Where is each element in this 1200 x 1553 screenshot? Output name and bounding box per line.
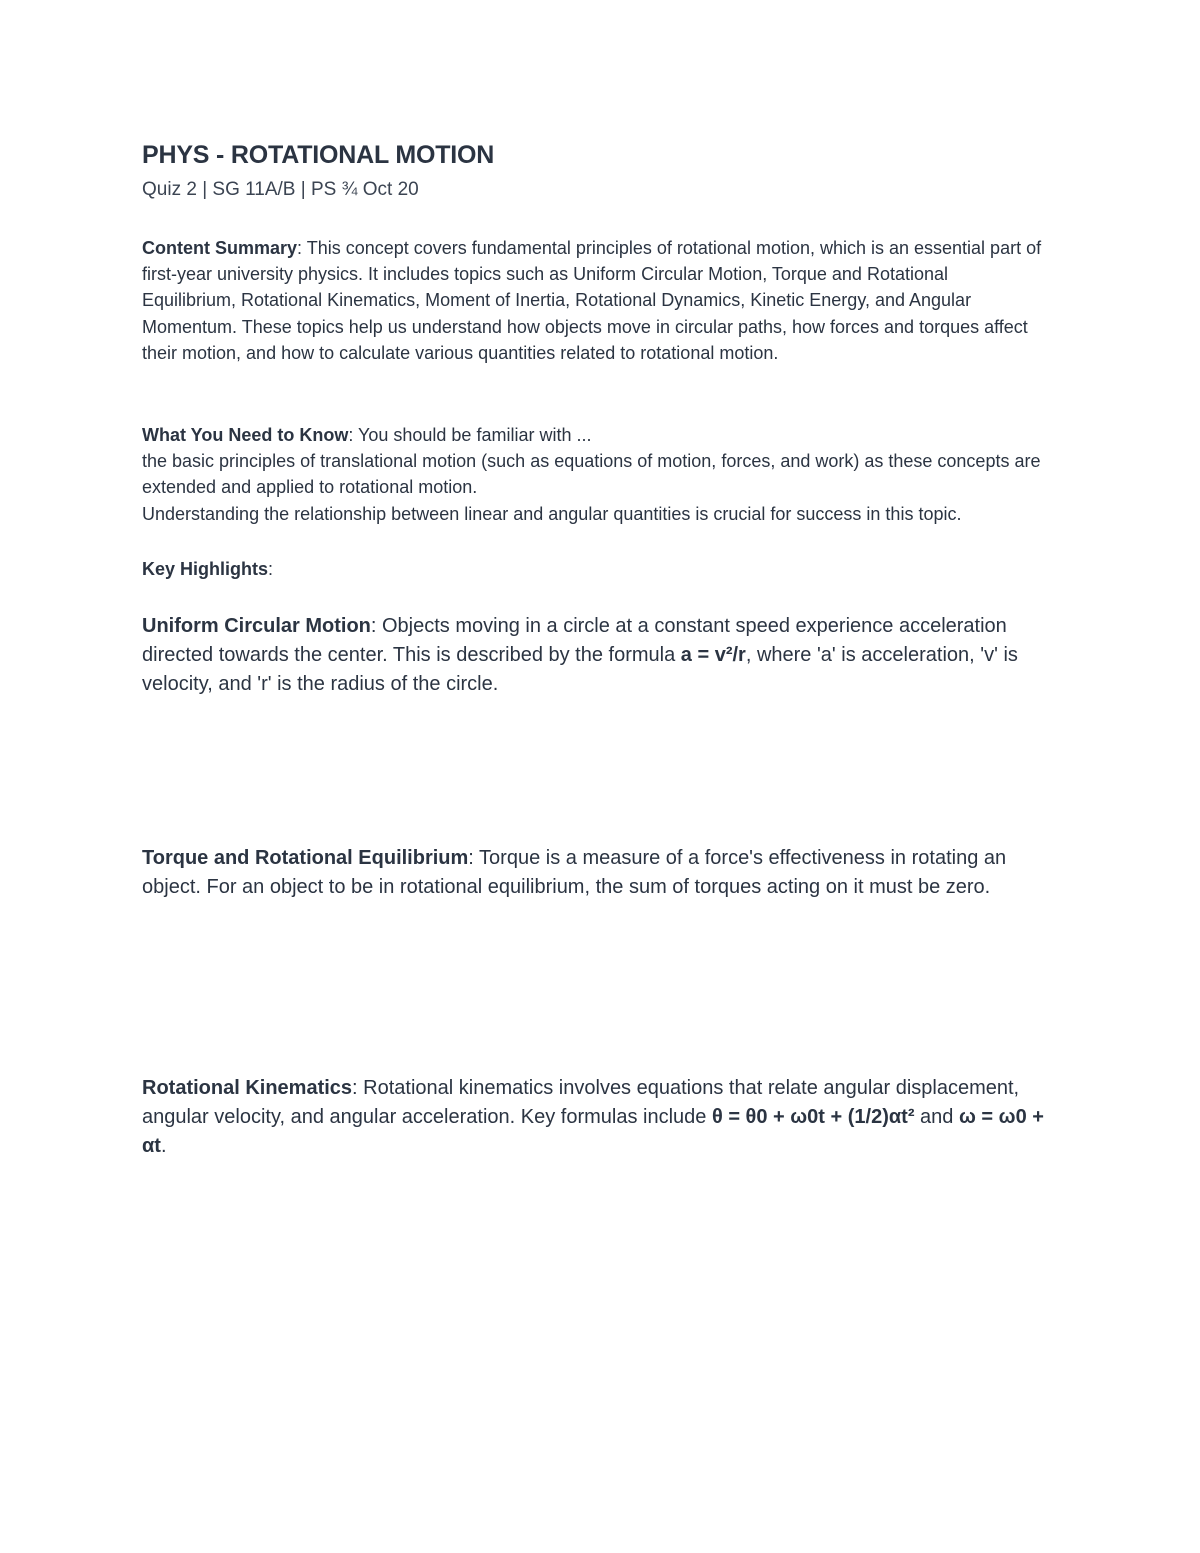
rotational-kinematics-label: Rotational Kinematics: [142, 1077, 353, 1099]
page-title: PHYS - ROTATIONAL MOTION: [142, 141, 495, 169]
angular-position-formula: θ = θ0 + ω0t + (1/2)αt²: [711, 1106, 915, 1129]
content-summary-text: : This concept covers fundamental principles of rotational motion, which is an essential part of first-year university physics. It includes topics such as Uniform Circular Motion, Torque and Rotational Equilibrium, Rotational Kinematics, Moment of Inertia, Rotational Dynamics, Kinetic Energy, and Angular Momentum. These topics help us understand how objects move in circular paths, how forces and torques affect their motion, and how to calculate various quantities related to rotational motion.: [142, 238, 1042, 363]
uniform-circular-motion-text-2: , where 'a' is acceleration, 'v' is velocity, and 'r' is the radius of the circle.: [142, 644, 1018, 696]
uniform-circular-motion-text-1: : Objects moving in a circle at a constant speed experience acceleration directed towards the center. This is described by the formula: [142, 615, 1007, 667]
rotational-kinematics-end: .: [160, 1135, 167, 1158]
content-summary-label: Content Summary: [142, 238, 298, 258]
uniform-circular-motion-formula: a = v²/r: [680, 644, 746, 667]
key-highlights-label: Key Highlights: [142, 559, 269, 579]
need-to-know-intro: : You should be familiar with ...: [348, 425, 592, 445]
page-subtitle: Quiz 2 | SG 11A/B | PS ¾ Oct 20: [142, 179, 419, 200]
need-to-know-line-2: Understanding the relationship between linear and angular quantities is crucial for success in this topic.: [142, 503, 962, 524]
content-summary-paragraph: [142, 235, 1047, 366]
uniform-circular-motion-label: Uniform Circular Motion: [142, 615, 371, 637]
torque-text: : Torque is a measure of a force's effectiveness in rotating an object. For an object to be in rotational equilibrium, the sum of torques acting on it must be zero.: [142, 847, 1007, 899]
angular-velocity-formula: ω = ω0 + αt: [142, 1106, 1044, 1158]
key-highlights-heading: [142, 556, 1047, 582]
need-to-know-paragraph: [142, 422, 1047, 527]
rotational-kinematics-text: : Rotational kinematics involves equations that relate angular displacement, angular velocity, and angular acceleration. Key formulas include: [142, 1077, 1020, 1129]
torque-paragraph: [142, 844, 1047, 902]
rotational-kinematics-paragraph: [142, 1074, 1047, 1162]
need-to-know-line-1: the basic principles of translational motion (such as equations of motion, forces, and work) as these concepts are extended and applied to rotational motion.: [142, 451, 1041, 498]
key-highlights-suffix: :: [268, 559, 274, 579]
need-to-know-label: What You Need to Know: [142, 425, 349, 445]
rotational-kinematics-and: and: [914, 1106, 959, 1129]
uniform-circular-motion-paragraph: [142, 612, 1047, 700]
torque-label: Torque and Rotational Equilibrium: [142, 847, 469, 869]
